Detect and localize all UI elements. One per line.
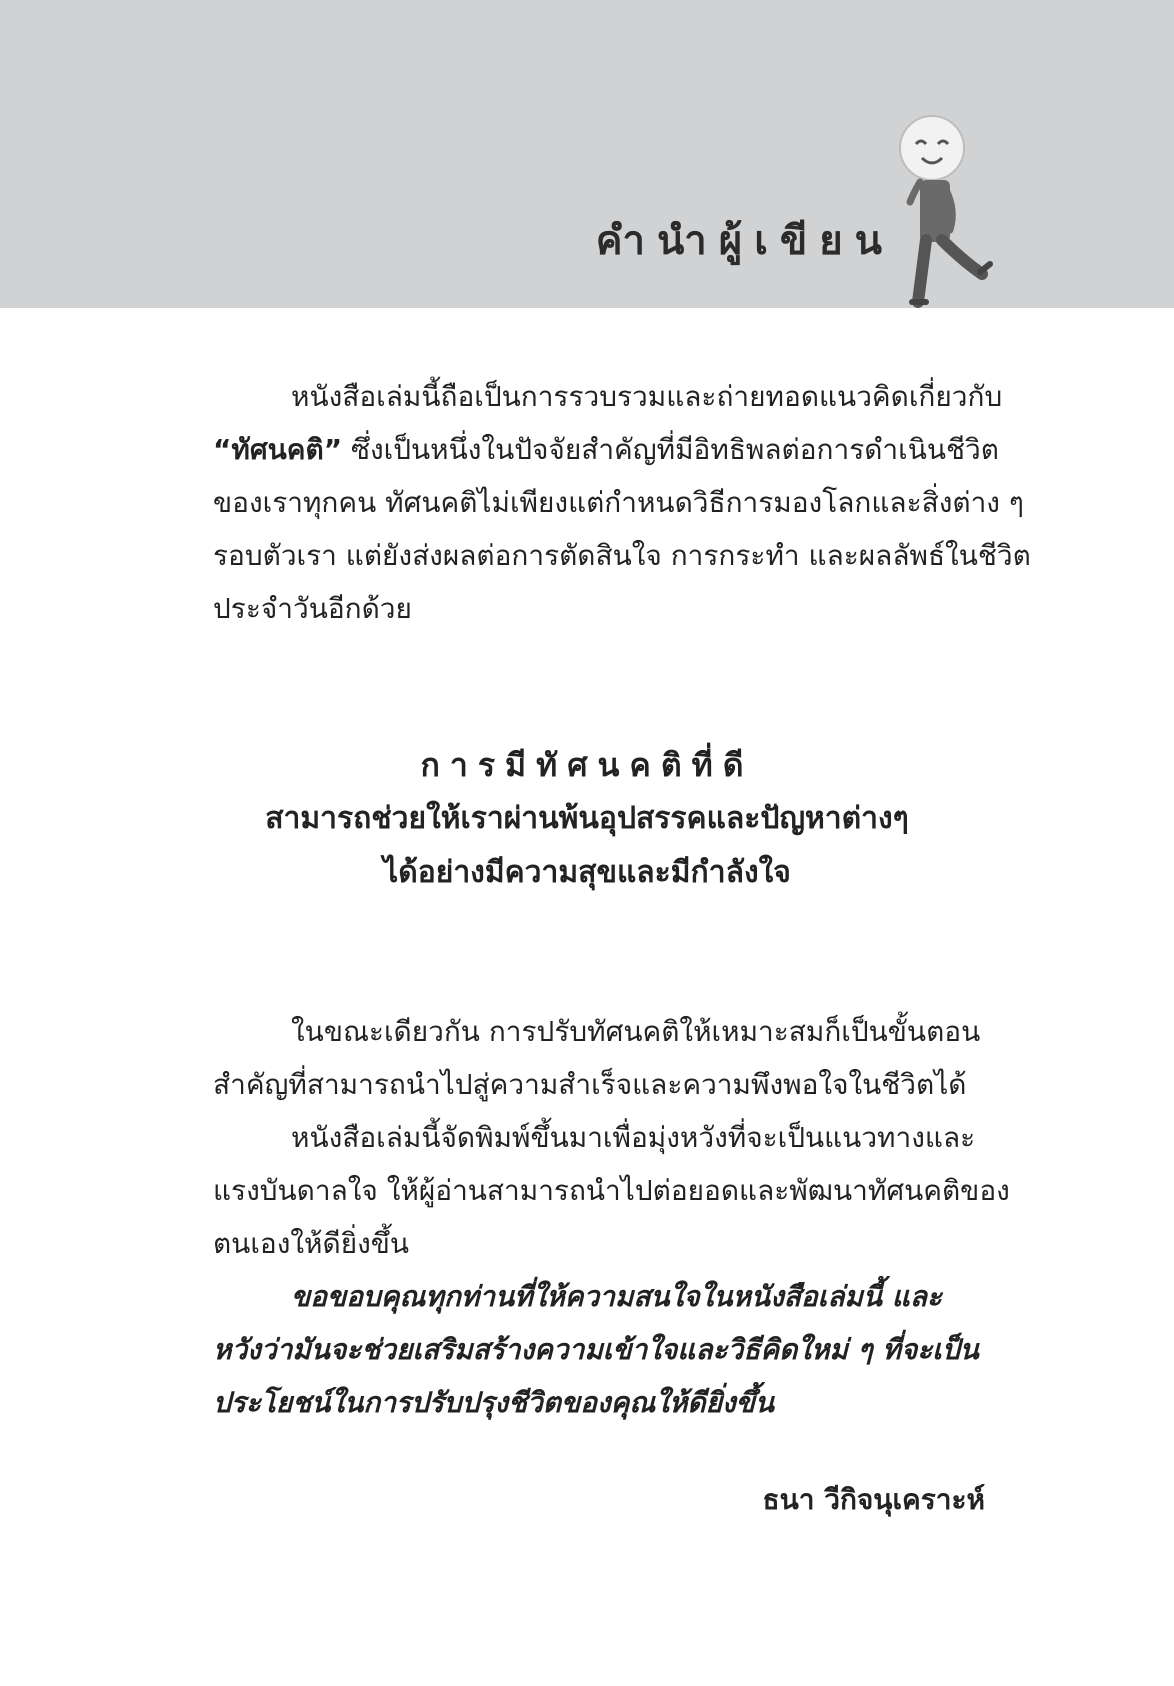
intro-line-4: รอบตัวเรา แต่ยังส่งผลต่อการตัดสินใจ การกระทำ และผลลัพธ์ในชีวิต (213, 539, 1031, 572)
intro-line-2 (213, 423, 999, 476)
highlight-heading: การมีทัศนคติที่ดี (420, 746, 754, 784)
intro-line-2-rest: ซึ่งเป็นหนึ่งในปัจจัยสำคัญที่มีอิทธิพลต่อการดำเนินชีวิต (342, 433, 999, 466)
intro-line-1: หนังสือเล่มนี้ถือเป็นการรวบรวมและถ่ายทอดแนวคิดเกี่ยวกับ (291, 380, 1003, 413)
thanks-line-3: ประโยชน์ในการปรับปรุงชีวิตของคุณให้ดียิ่งขึ้น (213, 1386, 774, 1419)
body-p1-line-1: ในขณะเดียวกัน การปรับทัศนคติให้เหมาะสมก็เป็นขั้นตอน (291, 1015, 981, 1048)
highlight-block (0, 738, 1174, 900)
highlight-line-1: สามารถช่วยให้เราผ่านพ้นอุปสรรคและปัญหาต่างๆ (265, 801, 909, 836)
smiling-mascot-icon (890, 112, 1000, 308)
body-paragraphs (213, 1005, 1010, 1429)
intro-paragraph (213, 370, 1031, 635)
keyword-attitude: “ทัศนคติ” (213, 433, 343, 466)
body-p2-line-3: ตนเองให้ดียิ่งขึ้น (213, 1227, 410, 1260)
page-title: คำนำผู้เขียน (595, 218, 894, 264)
body-p1-line-2: สำคัญที่สามารถนำไปสู่ความสำเร็จและความพึงพอใจในชีวิตได้ (213, 1068, 967, 1101)
thanks-line-2: หวังว่ามันจะช่วยเสริมสร้างความเข้าใจและวิธีคิดใหม่ ๆ ที่จะเป็น (213, 1333, 979, 1366)
intro-line-3: ของเราทุกคน ทัศนคติไม่เพียงแต่กำหนดวิธีการมองโลกและสิ่งต่าง ๆ (213, 486, 1024, 519)
intro-line-5: ประจำวันอีกด้วย (213, 592, 412, 625)
highlight-line-2: ได้อย่างมีความสุขและมีกำลังใจ (383, 855, 791, 890)
author-signature: ธนา วีกิจนุเคราะห์ (762, 1483, 985, 1516)
body-p2-line-2: แรงบันดาลใจ ให้ผู้อ่านสามารถนำไปต่อยอดและพัฒนาทัศนคติของ (213, 1174, 1010, 1207)
thanks-line-1: ขอขอบคุณทุกท่านที่ให้ความสนใจในหนังสือเล่มนี้ และ (291, 1280, 942, 1313)
body-p2-line-1: หนังสือเล่มนี้จัดพิมพ์ขึ้นมาเพื่อมุ่งหวังที่จะเป็นแนวทางและ (291, 1121, 976, 1154)
